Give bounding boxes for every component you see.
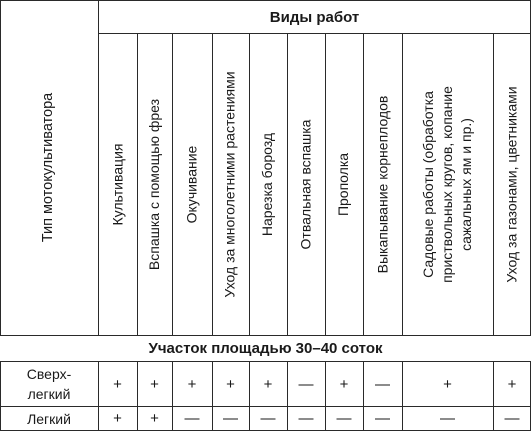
column-header-cell bbox=[98, 34, 137, 335]
table-cell-mark: + bbox=[113, 410, 122, 427]
column-header-cell bbox=[287, 34, 325, 335]
table-cell-mark: + bbox=[226, 375, 235, 393]
column-header-cell bbox=[212, 34, 249, 335]
grid-line-column bbox=[363, 361, 364, 431]
grid-line-column bbox=[249, 361, 250, 431]
column-header-cell bbox=[402, 34, 493, 335]
table-cell-mark: — bbox=[260, 410, 276, 427]
type-header-cell bbox=[0, 0, 98, 335]
grid-line-column bbox=[402, 33, 403, 335]
table-cell-mark: — bbox=[298, 410, 314, 427]
column-header: Выкапывание корнеплодов bbox=[374, 95, 390, 274]
table-cell-mark: + bbox=[263, 375, 273, 393]
table-cell-mark: — bbox=[336, 410, 352, 427]
table-cell-mark: + bbox=[150, 410, 159, 427]
grid-line-column bbox=[172, 33, 173, 335]
column-header: Нарезка борозд bbox=[259, 132, 276, 237]
table-cell-mark: — bbox=[504, 410, 520, 427]
column-header-cell bbox=[493, 34, 531, 335]
column-header-cell bbox=[172, 34, 212, 335]
grid-line-column bbox=[212, 361, 213, 431]
table-cell-mark: + bbox=[443, 375, 452, 393]
table-cell-mark: + bbox=[187, 375, 197, 393]
table-cell-mark: — bbox=[298, 375, 314, 393]
grid-line-column bbox=[287, 33, 288, 335]
grid-line-column bbox=[212, 33, 213, 335]
table-cell-mark: + bbox=[507, 375, 517, 393]
grid-line-column bbox=[325, 33, 326, 335]
grid-line-column bbox=[172, 361, 173, 431]
column-header: Уход за газонами, цветниками bbox=[503, 86, 520, 283]
grid-line-column bbox=[493, 361, 494, 431]
column-header-cell bbox=[137, 34, 172, 335]
section-label: Участок площадью 30–40 соток bbox=[148, 339, 383, 357]
table-cell-mark: — bbox=[440, 410, 455, 427]
table-cell-mark: — bbox=[375, 410, 390, 427]
table-cell-mark: — bbox=[223, 410, 238, 427]
grid-line-column bbox=[137, 361, 138, 431]
grid-line-column bbox=[137, 33, 138, 335]
table-cell-mark: + bbox=[150, 375, 159, 393]
column-header: Вспашка с помощью фрез bbox=[146, 98, 162, 271]
grid-line-column bbox=[325, 361, 326, 431]
table-cell-mark: — bbox=[184, 410, 200, 427]
column-header: Уход за многолетними растениями bbox=[222, 71, 239, 298]
column-header: Культивация bbox=[109, 143, 125, 226]
grid-line-column bbox=[402, 361, 403, 431]
table-cell-mark: + bbox=[339, 375, 349, 393]
grid-line-column bbox=[287, 361, 288, 431]
column-header: Прополка bbox=[335, 152, 352, 217]
row-label-ultralight: Сверх- легкий bbox=[26, 366, 72, 402]
grid-line-column bbox=[363, 33, 364, 335]
type-header: Тип мотокультиватора bbox=[40, 92, 57, 243]
grid-line-column bbox=[493, 33, 494, 335]
column-header-cell bbox=[363, 34, 402, 335]
table-cell-mark: + bbox=[113, 375, 122, 393]
column-header: Садовые работы (обработка приствольных кругов, копание сажальных ям и пр.) bbox=[420, 86, 474, 283]
column-header: Отвальная вспашка bbox=[297, 119, 314, 250]
row-label-light: Легкий bbox=[27, 410, 71, 427]
works-header: Виды работ bbox=[269, 8, 360, 26]
column-header-cell bbox=[325, 34, 363, 335]
grid-line-column bbox=[249, 33, 250, 335]
column-header-cell bbox=[249, 34, 287, 335]
column-header: Окучивание bbox=[183, 145, 200, 224]
table-cell-mark: — bbox=[375, 375, 390, 393]
